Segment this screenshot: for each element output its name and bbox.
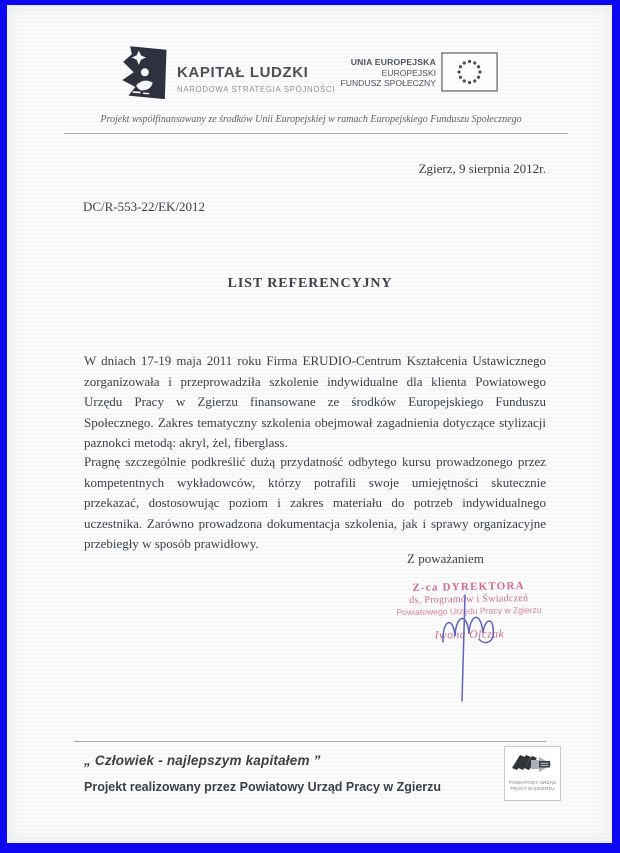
kapital-ludzki-flag-icon bbox=[118, 42, 170, 106]
eu-fund-line2: EUROPEJSKI bbox=[381, 67, 436, 78]
pup-logo bbox=[504, 746, 561, 801]
closing-salutation: Z poważaniem bbox=[407, 551, 484, 566]
eu-fund-line1: UNIA EUROPEJSKA bbox=[350, 57, 436, 67]
eu-fund-line3: FUNDUSZ SPOŁECZNY bbox=[340, 78, 436, 88]
eu-flag-icon bbox=[441, 52, 498, 92]
stamp-line-2: ds. Programów i Świadczeń bbox=[409, 592, 529, 607]
footer-project-note: Projekt realizowany przez Powiatowy Urząd Pracy w Zgierzu bbox=[84, 780, 442, 794]
body-paragraph-2: Pragnę szczególnie podkreślić dużą przydatność odbytego kursu prowadzonego przez kompetentnych wykładowców, którzy potrafili swoje umiejętności skutecznie przekazać, dostosowując poziom i zakres materiału do potrzeb indywidualnego uczestnika. Zarówno prowadzona dokumentacja szkolenia, jak i sprawy organizacyjne przebiegły w sposób prawidłowy. bbox=[84, 454, 546, 551]
pup-arrows-icon bbox=[509, 750, 557, 776]
footer-slogan: „ Człowiek - najlepszym kapitałem ” bbox=[84, 753, 321, 768]
reference-number: DC/R-553-22/EK/2012 bbox=[83, 199, 206, 214]
place-date: Zgierz, 9 sierpnia 2012r. bbox=[418, 161, 546, 176]
stamp-line-1: Z-ca DYREKTORA bbox=[412, 580, 525, 594]
eu-fund-label bbox=[330, 57, 436, 89]
stamp-line-3: Powiatowego Urzędu Pracy w Zgierzu bbox=[396, 604, 542, 618]
kapital-ludzki-title: KAPITAŁ LUDZKI bbox=[177, 64, 309, 81]
stamp-name: Iwona Olczak bbox=[434, 628, 505, 642]
handwritten-signature-icon bbox=[424, 589, 536, 707]
body-paragraph-1: W dniach 17-19 maja 2011 roku Firma ERUDIO-Centrum Kształcenia Ustawicznego zorganizowała i przeprowadziła szkolenie indywidualne dla klienta Powiatowego Urzędu Pracy w Zgierzu finansowane ze środków Europejskiego Funduszu Społecznego. Zakres tematyczny szkolenia obejmował zagadnienia dotyczące stylizacji paznokci metodą: akryl, żel, fiberglass. bbox=[84, 353, 546, 450]
header-rule bbox=[64, 133, 568, 134]
cofinance-note: Projekt współfinansowany ze środków Unii Europejskiej w ramach Europejskiego Funduszu Społecznego bbox=[100, 114, 522, 125]
kapital-ludzki-logotype bbox=[177, 64, 335, 94]
pup-logo-caption: POWIATOWY URZĄD PRACY W ZGIERZU bbox=[508, 780, 557, 792]
kapital-ludzki-subtitle: NARODOWA STRATEGIA SPÓJNOŚCI bbox=[177, 85, 336, 94]
footer-rule bbox=[74, 741, 546, 742]
letter-title: LIST REFERENCYJNY bbox=[227, 276, 393, 291]
